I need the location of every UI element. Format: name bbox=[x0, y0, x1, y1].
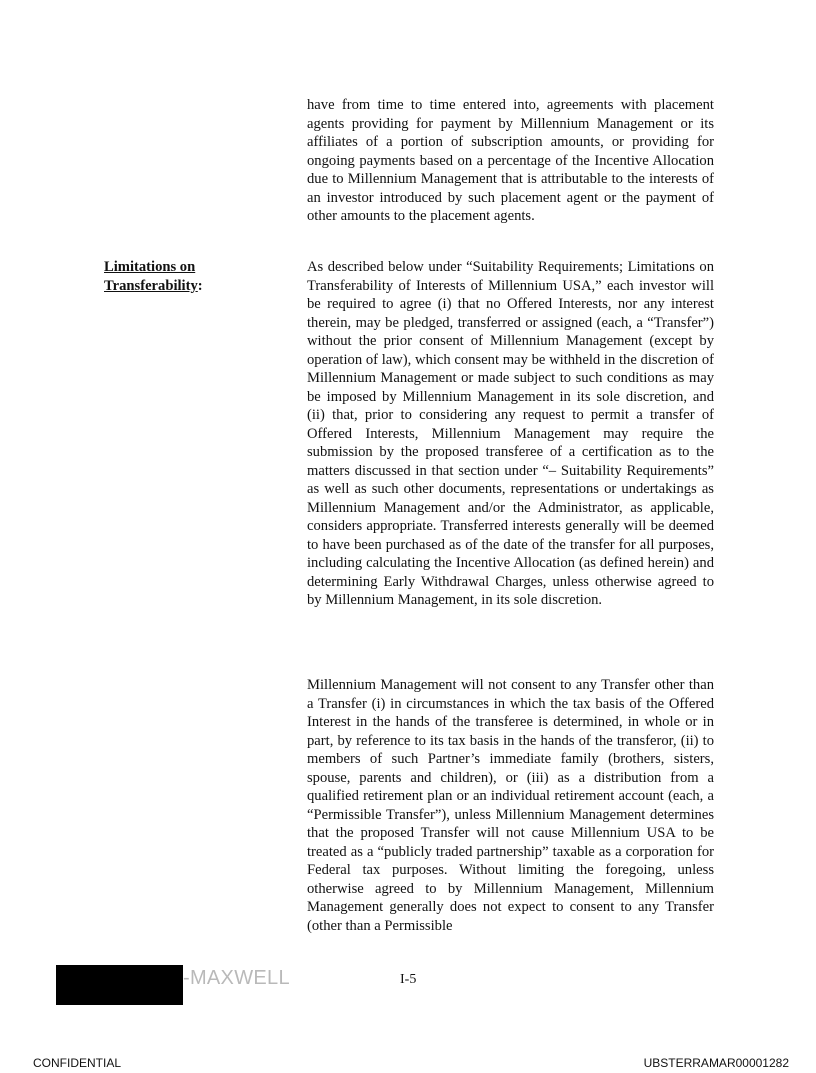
bates-number: UBSTERRAMAR00001282 bbox=[643, 1056, 789, 1070]
section-heading-line2: Transferability bbox=[104, 277, 198, 294]
section-heading-colon: : bbox=[197, 277, 203, 294]
paragraph-transfer-limitations: As described below under “Suitability Requirements; Limitations on Transferability of Interests of Millennium USA,” each investor will be required to agree (i) that no Offered Interests, nor any interest therein, may be pledged, transferred or assigned (each, a “Transfer”) without the prior consent of Millennium Management (except by operation of law), which consent may be withheld in the discretion of Millennium Management or made subject to such conditions as may be imposed by Millennium Management in its sole discretion, and (ii) that, prior to considering any request to permit a transfer of Offered Interests, Millennium Management may require the submission by the proposed transferee of a certification as to the matters discussed in that section under “– Suitability Requirements” as well as such other documents, representations or undertakings as Millennium Management and/or the Administrator, as applicable, considers appropriate. Transferred interests generally will be deemed to have been purchased as of the date of the transfer for all purposes, including calculating the Incentive Allocation (as defined herein) and determining Early Withdrawal Charges, unless otherwise agreed to by Millennium Management, in its sole discretion. bbox=[307, 259, 714, 608]
section-heading-limitations bbox=[104, 258, 284, 295]
section-heading-line1: Limitations on bbox=[104, 259, 196, 275]
paragraph-consent-to-transfer: Millennium Management will not consent to any Transfer other than a Transfer (i) in circumstances in which the tax basis of the Offered Interest in the hands of the transferee is determined, in whole or in part, by reference to its tax basis in the hands of the transferor, (ii) to members of such Partner’s immediate family (brothers, sisters, spouse, parents and children), or (iii) as a distribution from a qualified retirement plan or an individual retirement account (each, a “Permissible Transfer”), unless Millennium Management determines that the proposed Transfer will not cause Millennium USA to be treated as a “publicly traded partnership” taxable as a corporation for Federal tax purposes. Without limiting the foregoing, unless otherwise agreed to by Millennium Management, Millennium Management generally does not expect to consent to any Transfer (other than a Permissible bbox=[307, 677, 714, 934]
confidential-label: CONFIDENTIAL bbox=[33, 1056, 122, 1070]
page-number: I-5 bbox=[400, 972, 417, 987]
bates-name-stamp: -MAXWELL bbox=[183, 967, 290, 989]
paragraph-placement-agents: have from time to time entered into, agreements with placement agents providing for payment by Millennium Management or its affiliates of a portion of subscription amounts, or providing for ongoing payments based on a percentage of the Incentive Allocation due to Millennium Management that is attributable to the interests of an investor introduced by such placement agent or the payment of other amounts to the placement agents. bbox=[307, 97, 714, 224]
redaction-box bbox=[56, 965, 183, 1005]
